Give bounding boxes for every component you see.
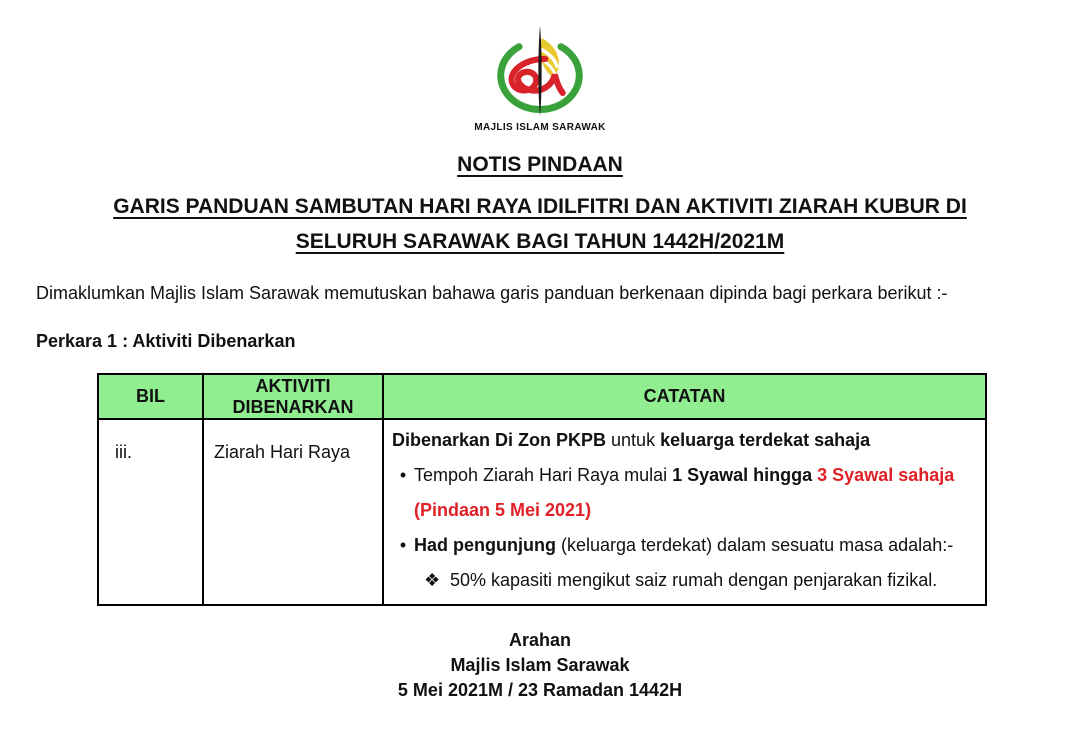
notice-title-text: NOTIS PINDAAN: [457, 153, 623, 176]
bullet-item-2-text: Had pengunjung (keluarga terdekat) dalam sesuatu masa adalah:-: [414, 535, 954, 556]
footer-arahan-line: Arahan: [508, 630, 571, 651]
catatan-intro-line: Dibenarkan Di Zon PKPB untuk keluarga terdekat sahaja: [392, 430, 871, 451]
sub-bullet-item: [392, 563, 977, 598]
section-heading: Perkara 1 : Aktiviti Dibenarkan: [36, 331, 296, 351]
sub-bullet-text: 50% kapasiti mengikut saiz rumah dengan penjarakan fizikal.: [450, 570, 938, 591]
cell-bil: iii.: [98, 419, 203, 605]
cell-aktiviti: Ziarah Hari Raya: [203, 419, 383, 605]
footer-block: [0, 628, 1080, 703]
table-header-row: [98, 374, 986, 419]
activities-table: [97, 373, 987, 606]
logo-block: [0, 0, 1080, 133]
col-header-bil: BIL: [98, 374, 203, 419]
bullet-icon: •: [399, 465, 407, 486]
bullet-icon: •: [399, 535, 407, 556]
intro-paragraph: Dimaklumkan Majlis Islam Sarawak memutuskan bahawa garis panduan berkenaan dipinda bagi perkara berikut :-: [36, 283, 948, 303]
majlis-islam-sarawak-logo: [482, 24, 598, 120]
footer-date-line: 5 Mei 2021M / 23 Ramadan 1442H: [397, 680, 683, 701]
bullet-item-1-text: Tempoh Ziarah Hari Raya mulai 1 Syawal hingga 3 Syawal sahaja (Pindaan 5 Mei 2021): [414, 465, 955, 521]
logo-needle: [538, 26, 541, 117]
notice-subtitle: [40, 189, 1040, 259]
notice-title: [0, 153, 1080, 177]
diamond-bullet-icon: ❖: [424, 570, 441, 591]
bullet-item-2: [392, 528, 977, 563]
col-header-catatan: CATATAN: [383, 374, 986, 419]
bullet-item-1: [392, 458, 977, 528]
cell-catatan: [383, 419, 986, 605]
col-header-aktiviti: AKTIVITI DIBENARKAN: [203, 374, 383, 419]
notice-subtitle-line-1: GARIS PANDUAN SAMBUTAN HARI RAYA IDILFITRI DAN AKTIVITI ZIARAH KUBUR DI: [113, 195, 967, 218]
notice-subtitle-line-2: SELURUH SARAWAK BAGI TAHUN 1442H/2021M: [295, 230, 785, 253]
table-row: [98, 419, 986, 605]
logo-caption: MAJLIS ISLAM SARAWAK: [474, 122, 606, 133]
footer-org-line: Majlis Islam Sarawak: [450, 655, 630, 676]
